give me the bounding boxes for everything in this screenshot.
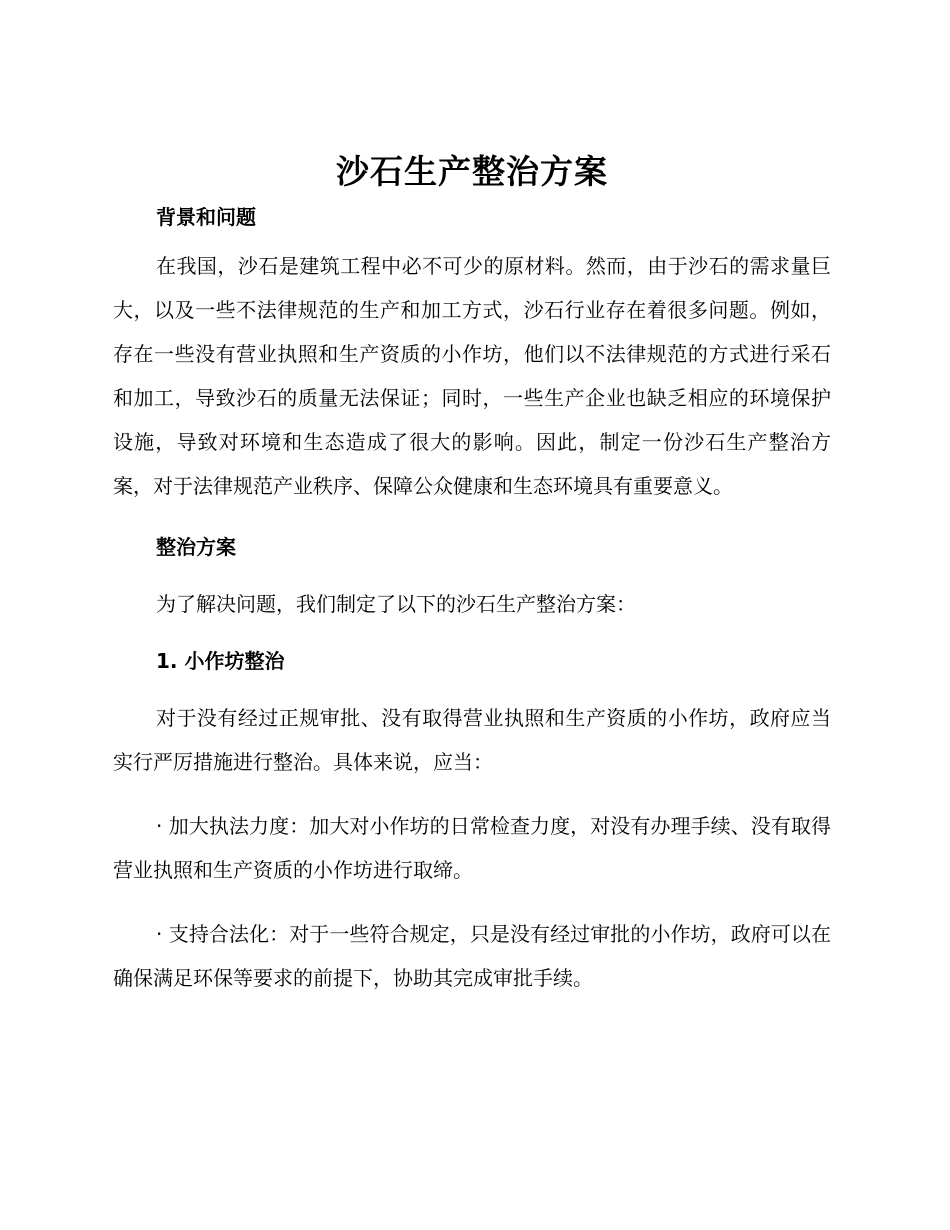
- section-heading-item1: 1. 小作坊整治: [156, 649, 285, 673]
- document-title: 沙石生产整治方案: [336, 152, 608, 191]
- bullet-enforcement: · 加大执法力度：加大对小作坊的日常检查力度，对没有办理手续、没有取得营业执照和生产资质的小作坊进行取缔。: [113, 814, 831, 882]
- paragraph-item1: 对于没有经过正规审批、没有取得营业执照和生产资质的小作坊，政府应当实行严厉措施进行整治。具体来说，应当：: [113, 706, 831, 774]
- paragraph-plan-intro: 为了解决问题，我们制定了以下的沙石生产整治方案：: [156, 592, 636, 616]
- section-heading-background: 背景和问题: [156, 205, 256, 229]
- bullet-legalization: · 支持合法化：对于一些符合规定，只是没有经过审批的小作坊，政府可以在确保满足环保等要求的前提下，协助其完成审批手续。: [113, 922, 831, 990]
- paragraph-background: 在我国，沙石是建筑工程中必不可少的原材料。然而，由于沙石的需求量巨大，以及一些不法律规范的生产和加工方式，沙石行业存在着很多问题。例如，存在一些没有营业执照和生产资质的小作坊，他们以不法律规范的方式进行采石和加工，导致沙石的质量无法保证；同时，一些生产企业也缺乏相应的环境保护设施，导致对环境和生态造成了很大的影响。因此，制定一份沙石生产整治方案，对于法律规范产业秩序、保障公众健康和生态环境具有重要意义。: [113, 254, 831, 498]
- document-body: [113, 148, 831, 1000]
- section-heading-plan: 整治方案: [156, 535, 236, 559]
